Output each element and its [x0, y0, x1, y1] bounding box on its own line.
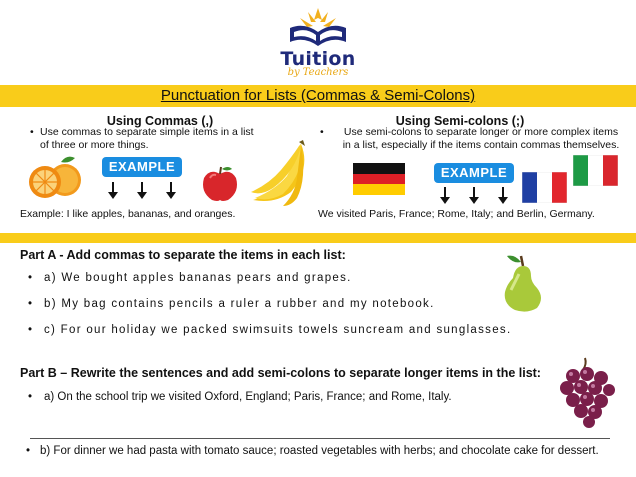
pear-icon	[497, 252, 549, 314]
part-b-item-b: b) For dinner we had pasta with tomato sauce; roasted vegetables with herbs; and chocolate cake for dessert.	[40, 445, 599, 457]
page-title: Punctuation for Lists (Commas & Semi-Colons)	[160, 87, 476, 104]
part-b-item-a: a) On the school trip we visited Oxford, England; Paris, France; and Rome, Italy.	[44, 391, 452, 403]
semicolons-example-badge: EXAMPLE	[434, 163, 514, 183]
part-a-heading: Part A - Add commas to separate the items in each list:	[20, 248, 346, 262]
arrow-down-icon	[496, 187, 510, 205]
list-item	[28, 324, 511, 336]
france-flag-icon	[522, 172, 567, 203]
bullet: •	[26, 445, 31, 457]
title-bar	[0, 85, 636, 107]
arrow-down-icon	[438, 187, 452, 205]
part-a-item-c: c) For our holiday we packed swimsuits towels suncream and sunglasses.	[44, 324, 512, 336]
brand-name: Tuition	[280, 48, 356, 70]
bullet: •	[30, 126, 34, 138]
part-a-item-b: b) My bag contains pencils a ruler a rubber and my notebook.	[44, 298, 435, 310]
divider-band	[0, 233, 636, 243]
bullet: •	[28, 298, 33, 310]
list-item	[28, 391, 452, 403]
brand-tagline: by Teachers	[287, 67, 349, 78]
germany-flag-icon	[353, 163, 405, 195]
commas-example-text: Example: I like apples, bananas, and oranges.	[20, 208, 236, 220]
oranges-icon	[27, 150, 83, 200]
arrow-down-icon	[467, 187, 481, 205]
semicolons-note-text: Use semi-colons to separate longer or more complex items in a list, especially if the items contain commas themselves.	[342, 126, 620, 151]
book-icon	[282, 4, 354, 50]
bullet: •	[28, 324, 33, 336]
answer-line	[30, 438, 610, 439]
italy-flag-icon	[573, 155, 618, 186]
arrow-down-icon	[135, 182, 149, 200]
semicolons-note	[320, 126, 621, 152]
list-item	[28, 298, 435, 310]
logo	[270, 4, 366, 86]
commas-example-badge: EXAMPLE	[102, 157, 182, 177]
semicolons-example-text: We visited Paris, France; Rome, Italy; and Berlin, Germany.	[318, 208, 595, 220]
apple-icon	[200, 164, 240, 204]
semicolons-heading: Using Semi-colons (;)	[395, 114, 525, 128]
grapes-icon	[555, 356, 617, 430]
list-item	[28, 272, 352, 284]
arrow-down-icon	[106, 182, 120, 200]
part-a-item-a: a) We bought apples bananas pears and grapes.	[44, 272, 352, 284]
arrow-down-icon	[164, 182, 178, 200]
commas-note-text: Use commas to separate simple items in a list of three or more things.	[40, 126, 254, 151]
part-b-heading: Part B – Rewrite the sentences and add semi-colons to separate longer items in the list:	[20, 366, 541, 380]
list-item	[26, 445, 606, 458]
commas-note	[30, 126, 255, 152]
bullet: •	[320, 126, 324, 138]
bananas-icon	[247, 138, 317, 208]
bullet: •	[28, 272, 33, 284]
bullet: •	[28, 391, 33, 403]
commas-heading: Using Commas (,)	[106, 114, 214, 128]
